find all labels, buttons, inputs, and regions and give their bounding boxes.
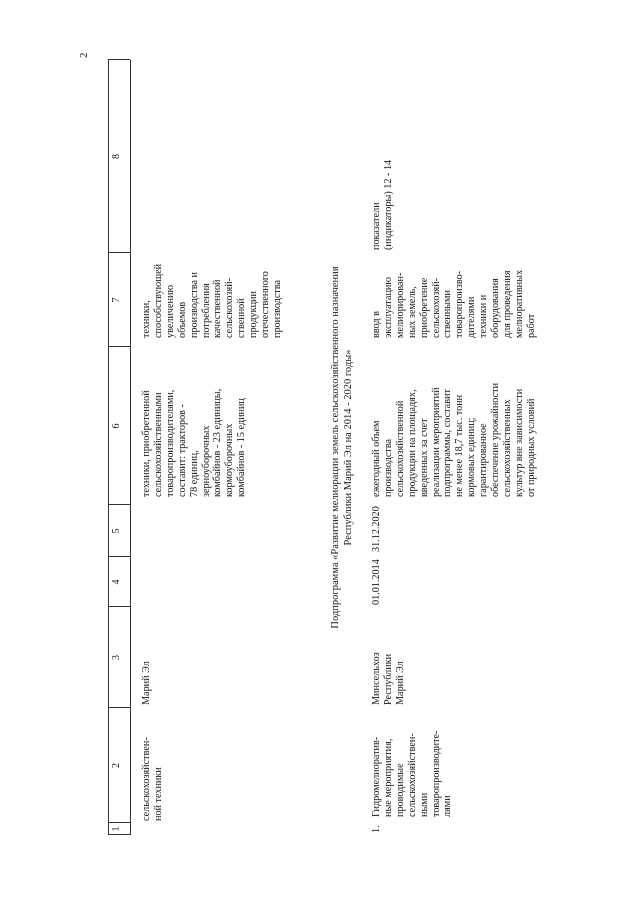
continued-row-col7: техники, способствующей увеличению объемов производства и потребления качественной сельскохозяй- ственной продукции отечественного производства bbox=[141, 263, 283, 338]
row1-col2: Гидромелиоратив- ные мероприятия, проводимые сельскохозяйствен- ными товаропроизводите- лями bbox=[371, 730, 454, 817]
continued-row-col3: Марий Эл bbox=[141, 661, 152, 705]
column-header: 3 bbox=[111, 655, 122, 660]
rotated-table bbox=[108, 60, 548, 835]
header-bottom-border bbox=[130, 60, 131, 835]
row1-start-date: 01.01.2014 bbox=[371, 559, 382, 605]
table-top-border bbox=[108, 60, 109, 835]
column-header: 2 bbox=[111, 763, 122, 768]
column-header: 1 bbox=[111, 826, 122, 832]
page-number: 2 bbox=[78, 52, 90, 58]
column-header: 4 bbox=[111, 579, 122, 585]
row1-col6: ежегодный объем производства сельскохозяйственной продукции на площадях, введенных за счет реализации мероприятий подпрограммы, составит не менее 18,7 тыс. тонн кормовых единиц; гарантированное обеспечение урожайности сельскохозяйственных культур вне зависимости от природных условий bbox=[371, 382, 537, 497]
row1-col8: показатели (индикаторы) 12 - 14 bbox=[371, 159, 394, 250]
column-header: 8 bbox=[111, 154, 122, 159]
continued-row-col2: сельскохозяйствен- ной техники bbox=[141, 737, 164, 821]
row1-col3: Минсельхоз Республики Марий Эл bbox=[371, 652, 406, 705]
continued-row-col6: техники, приобретенной сельскохозяйственными товаропроизводителями, составит: тракторов - 78 единиц, зерноуборочных комбайнов - 23 единицы, кормоуборочных комбайнов - 15 единиц bbox=[141, 388, 248, 497]
row1-col7: ввод в эксплуатацию мелиорирован- ных земель, приобретение сельскохозяй- ственными товаропроизво- дителями техники и оборудования для проведения мелиоративных работ bbox=[371, 269, 537, 338]
column-header: 6 bbox=[111, 423, 122, 429]
row1-end-date: 31.12.2020 bbox=[371, 506, 382, 552]
subprogram-title: Подпрограмма «Развитие мелиорации земель сельскохозяйственного назначения Республики Марий Эл на 2014 - 2020 годы» bbox=[330, 266, 354, 629]
row1-number: 1. bbox=[371, 825, 382, 833]
column-header: 7 bbox=[111, 297, 122, 303]
column-header: 5 bbox=[111, 528, 122, 534]
